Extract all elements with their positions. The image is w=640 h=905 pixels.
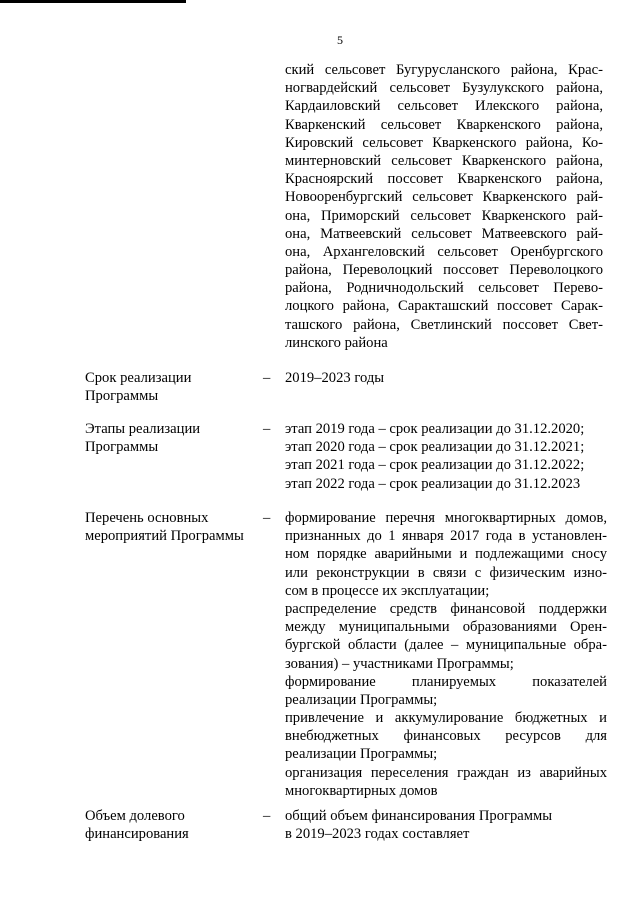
- label-line: Объем долевого: [85, 808, 185, 824]
- text-line: она, Приморский сельсовет Кваркенского рай-: [285, 207, 603, 224]
- value-line: многоквартирных домов: [285, 782, 438, 799]
- stages-label: [85, 420, 255, 456]
- value-line: организация переселения граждан из аварийных: [285, 764, 607, 781]
- text-line: ташского района, Светлинский поссовет Свет-: [285, 316, 603, 333]
- label-line: Перечень основных: [85, 510, 209, 526]
- stages-value: [285, 420, 607, 493]
- text-line: Кваркенский сельсовет Кваркенского района,: [285, 116, 603, 133]
- text-line: она, Матвеевский сельсовет Матвеевского рай-: [285, 225, 603, 242]
- dash: –: [263, 510, 271, 526]
- value-line: реализации Программы;: [285, 746, 438, 763]
- value-line: ном порядке аварийными и подлежащими сносу: [285, 546, 607, 563]
- text-line: Кировский сельсовет Кваркенского района, Ко-: [285, 134, 603, 151]
- top-rule: [0, 0, 186, 3]
- value-line: в 2019–2023 годах составляет: [285, 826, 470, 843]
- value-line: этап 2020 года – срок реализации до 31.12.2021;: [285, 439, 585, 456]
- measures-label: [85, 509, 255, 545]
- text-line: района, Родничнодольский сельсовет Перево-: [285, 280, 603, 297]
- text-line: она, Архангеловский сельсовет Оренбургского: [285, 243, 603, 260]
- value-line: бургской области (далее – муниципальные обра-: [285, 637, 607, 654]
- dash: –: [263, 421, 271, 437]
- text-line: ский сельсовет Бугурусланского района, Крас-: [285, 62, 603, 78]
- label-line: Программы: [85, 388, 159, 405]
- value-line: реализации Программы;: [285, 691, 438, 708]
- text-line: лоцкого района, Саракташский поссовет Сарак-: [285, 298, 603, 315]
- text-line: Новооренбургский сельсовет Кваркенского рай-: [285, 189, 603, 206]
- value-line: между муниципальными образованиями Орен-: [285, 619, 607, 636]
- value-line: распределение средств финансовой поддержки: [285, 600, 607, 617]
- value-line: 2019–2023 годы: [285, 370, 385, 386]
- text-line: Кардаиловский сельсовет Илекского района,: [285, 98, 603, 115]
- term-label: [85, 369, 255, 405]
- financing-label: [85, 807, 255, 843]
- financing-value: [285, 807, 607, 843]
- measures-value: [285, 509, 607, 800]
- value-line: формирование перечня многоквартирных домов,: [285, 510, 607, 526]
- text-line: ногвардейский сельсовет Бузулукского района,: [285, 80, 603, 97]
- text-line: Красноярский поссовет Кваркенского района,: [285, 171, 603, 188]
- continued-participants-text: [285, 61, 603, 352]
- value-line: привлечение и аккумулирование бюджетных и: [285, 710, 607, 727]
- value-line: общий объем финансирования Программы: [285, 808, 553, 824]
- value-line: формирование планируемых показателей: [285, 673, 607, 690]
- value-line: признанных до 1 января 2017 года в установлен-: [285, 528, 607, 545]
- value-line: зования) – участниками Программы;: [285, 655, 514, 672]
- term-value: [285, 369, 607, 387]
- label-line: Программы: [85, 439, 159, 456]
- value-line: сом в процессе их эксплуатации;: [285, 582, 490, 599]
- value-line: этап 2021 года – срок реализации до 31.12.2022;: [285, 457, 585, 474]
- label-line: Срок реализации: [85, 370, 192, 386]
- page-number: 5: [337, 33, 343, 47]
- label-line: мероприятий Программы: [85, 528, 244, 545]
- value-line: внебюджетных финансовых ресурсов для: [285, 728, 607, 745]
- dash: –: [263, 370, 271, 386]
- label-line: финансирования: [85, 826, 189, 843]
- label-line: Этапы реализации: [85, 421, 201, 437]
- text-line: минтерновский сельсовет Кваркенского района,: [285, 152, 603, 169]
- dash: –: [263, 808, 271, 824]
- value-line: этап 2022 года – срок реализации до 31.12.2023: [285, 475, 581, 492]
- value-line: или реконструкции в связи с физическим изно-: [285, 564, 607, 581]
- value-line: этап 2019 года – срок реализации до 31.12.2020;: [285, 421, 585, 437]
- text-line: района, Переволоцкий поссовет Переволоцкого: [285, 262, 603, 279]
- text-line: линского района: [285, 334, 388, 351]
